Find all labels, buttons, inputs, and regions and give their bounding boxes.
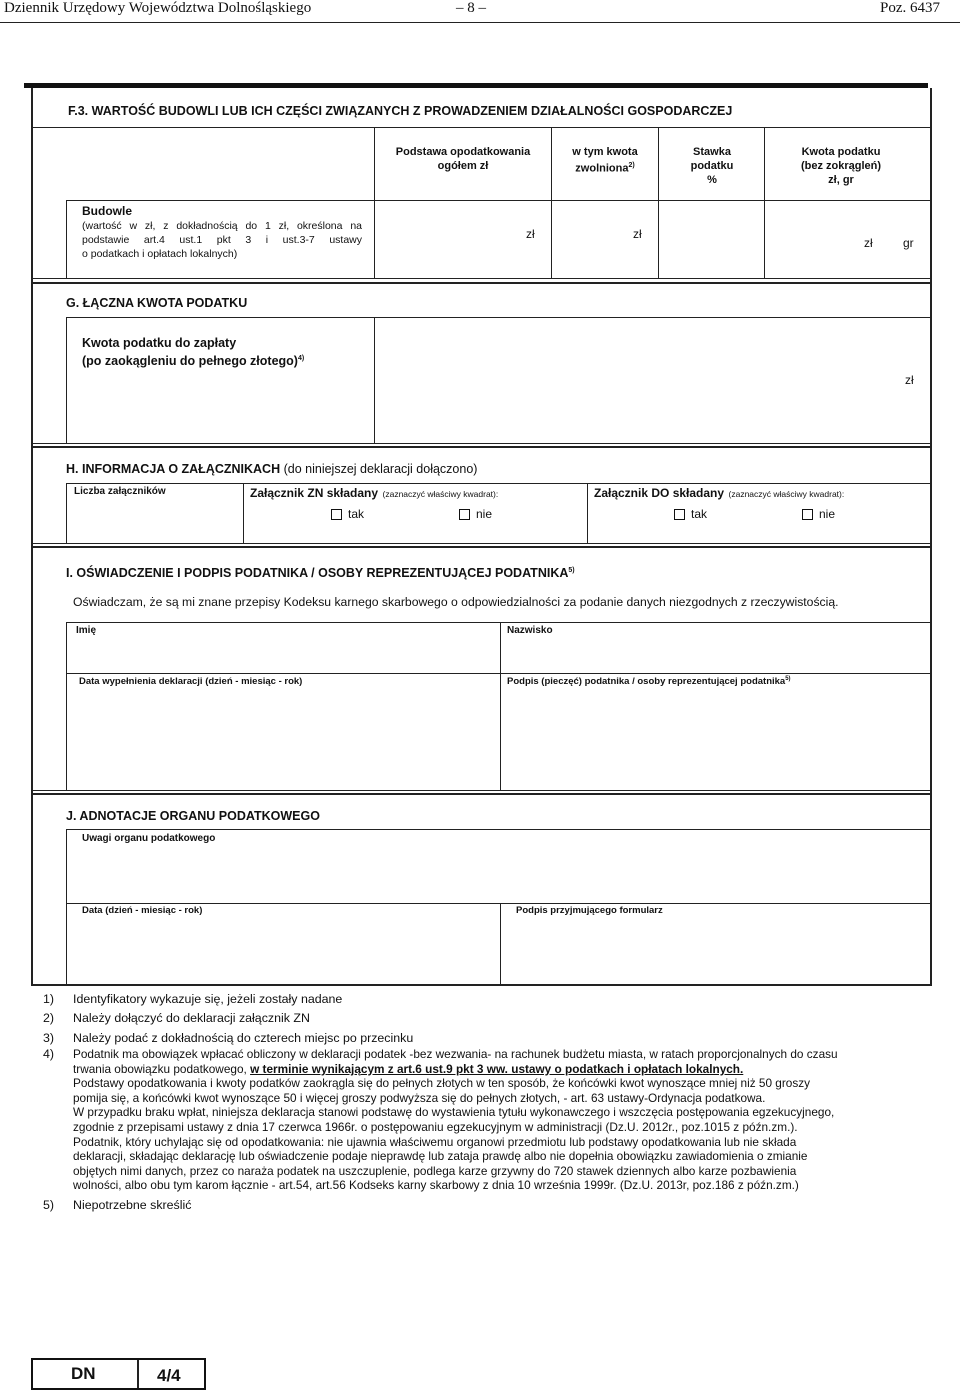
j-signature-label: Podpis przyjmującego formularz <box>516 905 663 916</box>
footnote-4-line2a: trwania obowiązku podatkowego, <box>73 1061 247 1076</box>
form-code: DN <box>71 1364 96 1383</box>
form-code-divider <box>137 1360 139 1388</box>
f3-col-rate-line2: podatku <box>690 160 734 172</box>
h-bottom-rule <box>33 543 930 544</box>
f3-rate-input[interactable] <box>659 201 764 277</box>
footnote-4-line5: W przypadku braku wpłat, niniejsza deklaracja stanowi podstawę do wystawienia tytułu wykonawczego i wszczęcia postępowania egzekucyjnego, <box>73 1105 835 1120</box>
g-amount-sup: 4) <box>297 355 305 362</box>
footnote-4-line4: pomija się, a końcówki kwot wynoszące 50 i więcej groszy podwyższa się do pełnych złotych, - art. 63 ustawy-Ordynacja podatkowa. <box>73 1090 766 1105</box>
f3-base-input[interactable] <box>375 201 551 277</box>
footnote-4-line9: objętych nimi danych, przez co naraża podatek na uszczuplenie, podlega karze grzywny do 720 stawek dziennych albo karze pozbawienia <box>73 1163 797 1178</box>
f3-tax-unit-gr: gr <box>903 236 914 250</box>
f3-inner-left <box>66 200 67 278</box>
section-j-title: J. ADNOTACJE ORGANU PODATKOWEGO <box>66 809 320 823</box>
footnote-4-line8: deklaracji, składając deklarację lub oświadczenie podaje nieprawdę lub zataja prawdę albo nie dopełnia obowiązku zawiadomienia o zmianie <box>73 1149 808 1164</box>
footnote-4-number: 4) <box>43 1047 55 1061</box>
h-zn-no-checkbox[interactable] <box>459 509 470 520</box>
h-do-hint: (zaznaczyć właściwy kwadrat): <box>728 489 845 499</box>
h-do-yes[interactable] <box>674 507 707 521</box>
form-code-box <box>31 1358 206 1390</box>
h-zn-no-label: nie <box>476 507 493 521</box>
h-do-no-checkbox[interactable] <box>802 509 813 520</box>
f3-exempt-unit: zł <box>633 227 642 241</box>
footnote-4-line1: Podatnik ma obowiązek wpłacać obliczony w deklaracji podatek -bez wezwania- na rachunek budżetu miasta, w ratach proporcjonalnych do czasu <box>73 1047 838 1061</box>
f3-col-rate-header <box>660 145 764 187</box>
i-date-label: Data wypełnienia deklaracji (dzień - miesiąc - rok) <box>79 676 303 687</box>
h-divider-1 <box>243 483 244 543</box>
page-number: – 8 – <box>456 0 486 16</box>
footnote-4-text <box>73 1047 897 1193</box>
f3-base-unit: zł <box>526 227 535 241</box>
footnote-4-line7: Podatnik, który uchylając się od opodatkowania: nie ujawnia właściwemu organowi przedmiotu lub podstawy opodatkowania lub nie składa <box>73 1134 797 1149</box>
h-zn-label <box>250 484 498 502</box>
form-left-border <box>31 88 33 986</box>
h-do-yes-checkbox[interactable] <box>674 509 685 520</box>
h-do-no[interactable] <box>802 507 835 521</box>
h-do-label-text: Załącznik DO składany <box>594 486 725 500</box>
f3-col-exempt-header <box>553 145 657 176</box>
i-signature-label-text: Podpis (pieczęć) podatnika / osoby reprezentującej podatnika <box>507 676 786 688</box>
footnote-1-text: Identyfikatory wykazuje się, jeżeli zostały nadane <box>73 992 343 1006</box>
f3-col-base-line2: ogółem zł <box>437 160 489 172</box>
f3-col-rate-line3: % <box>707 174 717 186</box>
i-bottom-rule-2 <box>33 793 930 795</box>
footnote-2-text: Należy dołączyć do deklaracji załącznik ZN <box>73 1011 310 1025</box>
h-zn-label-text: Załącznik ZN składany <box>250 486 379 500</box>
h-count-label: Liczba załączników <box>74 486 166 497</box>
section-i-title-text: I. OŚWIADCZENIE I PODPIS PODATNIKA / OSOBY REPREZENTUJĄCEJ PODATNIKA <box>66 566 569 580</box>
position-number: Poz. 6437 <box>880 0 940 16</box>
g-amount-label-line2: (po zaokągleniu do pełnego złotego) <box>82 354 298 369</box>
h-zn-yes[interactable] <box>331 507 364 521</box>
footnote-3-text: Należy podać z dokładnością do czterech miejsc po przecinku <box>73 1031 414 1045</box>
footnote-4-line3: Podstawy opodatkowania i kwoty podatków zaokrągla się do pełnych złotych w ten sposób, że końcówki kwot wynoszące mniej niż 50 groszy <box>73 1076 811 1091</box>
f3-row-title: Budowle <box>82 204 132 218</box>
f3-row-desc-line1: (wartość w zł, z dokładnością do 1 zł, określona na <box>82 220 362 232</box>
i-signature-input[interactable] <box>501 690 930 789</box>
h-divider-2 <box>587 483 588 543</box>
h-do-no-label: nie <box>819 507 836 521</box>
g-amount-unit: zł <box>905 373 914 387</box>
footnote-2-number: 2) <box>43 1011 55 1025</box>
form-top-border <box>24 83 928 88</box>
section-h-title-text: H. INFORMACJA O ZAŁĄCZNIKACH <box>66 462 281 476</box>
footnote-1-number: 1) <box>43 992 55 1006</box>
section-i-title <box>66 566 575 580</box>
header-rule <box>0 22 960 23</box>
section-i-sup: 5) <box>568 566 575 574</box>
h-zn-no[interactable] <box>459 507 492 521</box>
f3-col-exempt-line2: zwolniona <box>575 162 629 175</box>
footnote-4-line10: wolności, albo obu tym karom łącznie - art.54, art.56 Kodseks karny skarbowy z dnia 10 września 1999r. (Dz.U. 2013r, poz.186 z późn.zm.) <box>73 1178 799 1193</box>
j-signature-input[interactable] <box>501 919 930 984</box>
i-last-name-input[interactable] <box>501 638 930 672</box>
f3-col-tax-line2: (bez zokrągleń) <box>800 160 882 172</box>
i-bottom-rule <box>33 790 930 791</box>
h-do-yes-label: tak <box>691 507 708 521</box>
form-right-border <box>930 88 932 986</box>
f3-row-desc-line3: o podatkach i opłatach lokalnych) <box>82 248 238 260</box>
h-zn-yes-label: tak <box>348 507 365 521</box>
g-amount-label-line1: Kwota podatku do zapłaty <box>82 336 237 350</box>
i-date-input[interactable] <box>67 690 500 789</box>
i-top-rule <box>66 622 930 623</box>
i-statement: Oświadczam, że są mi znane przepisy Kodeksu karnego skarbowego o odpowiedzialności za podanie danych niezgodnych z rzeczywistością. <box>73 595 839 609</box>
section-h-title-note: (do niniejszej deklaracji dołączono) <box>283 462 478 476</box>
f3-col-exempt-sup: 2) <box>628 162 635 169</box>
i-mid-rule <box>66 673 930 674</box>
f3-row-description <box>82 219 362 261</box>
i-signature-sup: 5) <box>785 676 791 682</box>
i-first-name-input[interactable] <box>67 638 500 672</box>
f3-exempt-input[interactable] <box>552 201 658 277</box>
f3-col-tax-header <box>766 145 916 187</box>
j-date-label: Data (dzień - miesiąc - rok) <box>82 905 203 916</box>
f3-col-exempt-line2-wrap <box>553 159 657 176</box>
g-amount-label <box>82 336 304 369</box>
journal-title: Dziennik Urzędowy Województwa Dolnośląskiego <box>4 0 312 16</box>
footnote-4-line2b: w terminie wynikającym z art.6 ust.9 pkt 3 ww. ustawy o podatkach i opłatach lokalnych. <box>250 1061 744 1076</box>
g-inner-left <box>66 317 67 443</box>
section-g-title: G. ŁĄCZNA KWOTA PODATKU <box>66 296 248 310</box>
j-remarks-input[interactable] <box>67 846 930 902</box>
footnote-3-number: 3) <box>43 1031 55 1045</box>
j-date-input[interactable] <box>67 919 500 984</box>
g-amount-input[interactable] <box>375 318 930 442</box>
f3-col-base-line1: Podstawa opodatkowania <box>395 146 531 158</box>
footnote-5-number: 5) <box>43 1198 55 1212</box>
f3-bottom-rule-2 <box>33 282 930 284</box>
h-count-input[interactable] <box>67 500 243 542</box>
h-zn-yes-checkbox[interactable] <box>331 509 342 520</box>
i-signature-label <box>507 676 791 687</box>
footnote-5-text: Niepotrzebne skreślić <box>73 1198 192 1212</box>
h-bottom-rule-2 <box>33 546 930 548</box>
f3-row-desc-line2: podstawie art.4 ust.1 pkt 3 i ust.3-7 ustawy <box>82 234 362 246</box>
f3-col-tax-line3: zł, gr <box>828 174 854 186</box>
f3-col-tax-line1: Kwota podatku <box>801 146 881 158</box>
f3-tax-unit-zl: zł <box>864 236 873 250</box>
footnote-4-line2 <box>73 1062 897 1077</box>
i-last-name-label: Nazwisko <box>507 625 553 636</box>
footnote-4-line6: zgodnie z przepisami ustawy z dnia 17 czerwca 1966r. o postępowaniu egzekucyjnym w administracji (Dz.U. 2012r., poz.1015 z późn.zm.). <box>73 1119 798 1134</box>
f3-col-exempt-line1: w tym kwota <box>572 146 638 158</box>
g-bottom-rule <box>33 443 930 444</box>
section-h-title <box>66 462 477 476</box>
j-remarks-label: Uwagi organu podatkowego <box>82 833 216 844</box>
j-top-rule <box>66 829 930 830</box>
f3-col-rate-line1: Stawka <box>693 146 731 158</box>
form-page: 4/4 <box>157 1366 181 1385</box>
h-zn-hint: (zaznaczyć właściwy kwadrat): <box>382 489 499 499</box>
g-bottom-rule-2 <box>33 446 930 448</box>
i-first-name-label: Imię <box>76 625 97 636</box>
h-do-label <box>594 484 844 502</box>
g-amount-label-line2-wrap <box>82 351 304 369</box>
f3-title-rule <box>33 127 930 128</box>
section-f3-title: F.3. WARTOŚĆ BUDOWLI LUB ICH CZĘŚCI ZWIĄZANYCH Z PROWADZENIEM DZIAŁALNOŚCI GOSPODARCZEJ <box>68 104 733 118</box>
f3-bottom-rule <box>33 278 930 279</box>
j-mid-rule <box>66 903 930 904</box>
form-bottom-border <box>31 984 932 986</box>
f3-col-base-header <box>376 145 550 173</box>
